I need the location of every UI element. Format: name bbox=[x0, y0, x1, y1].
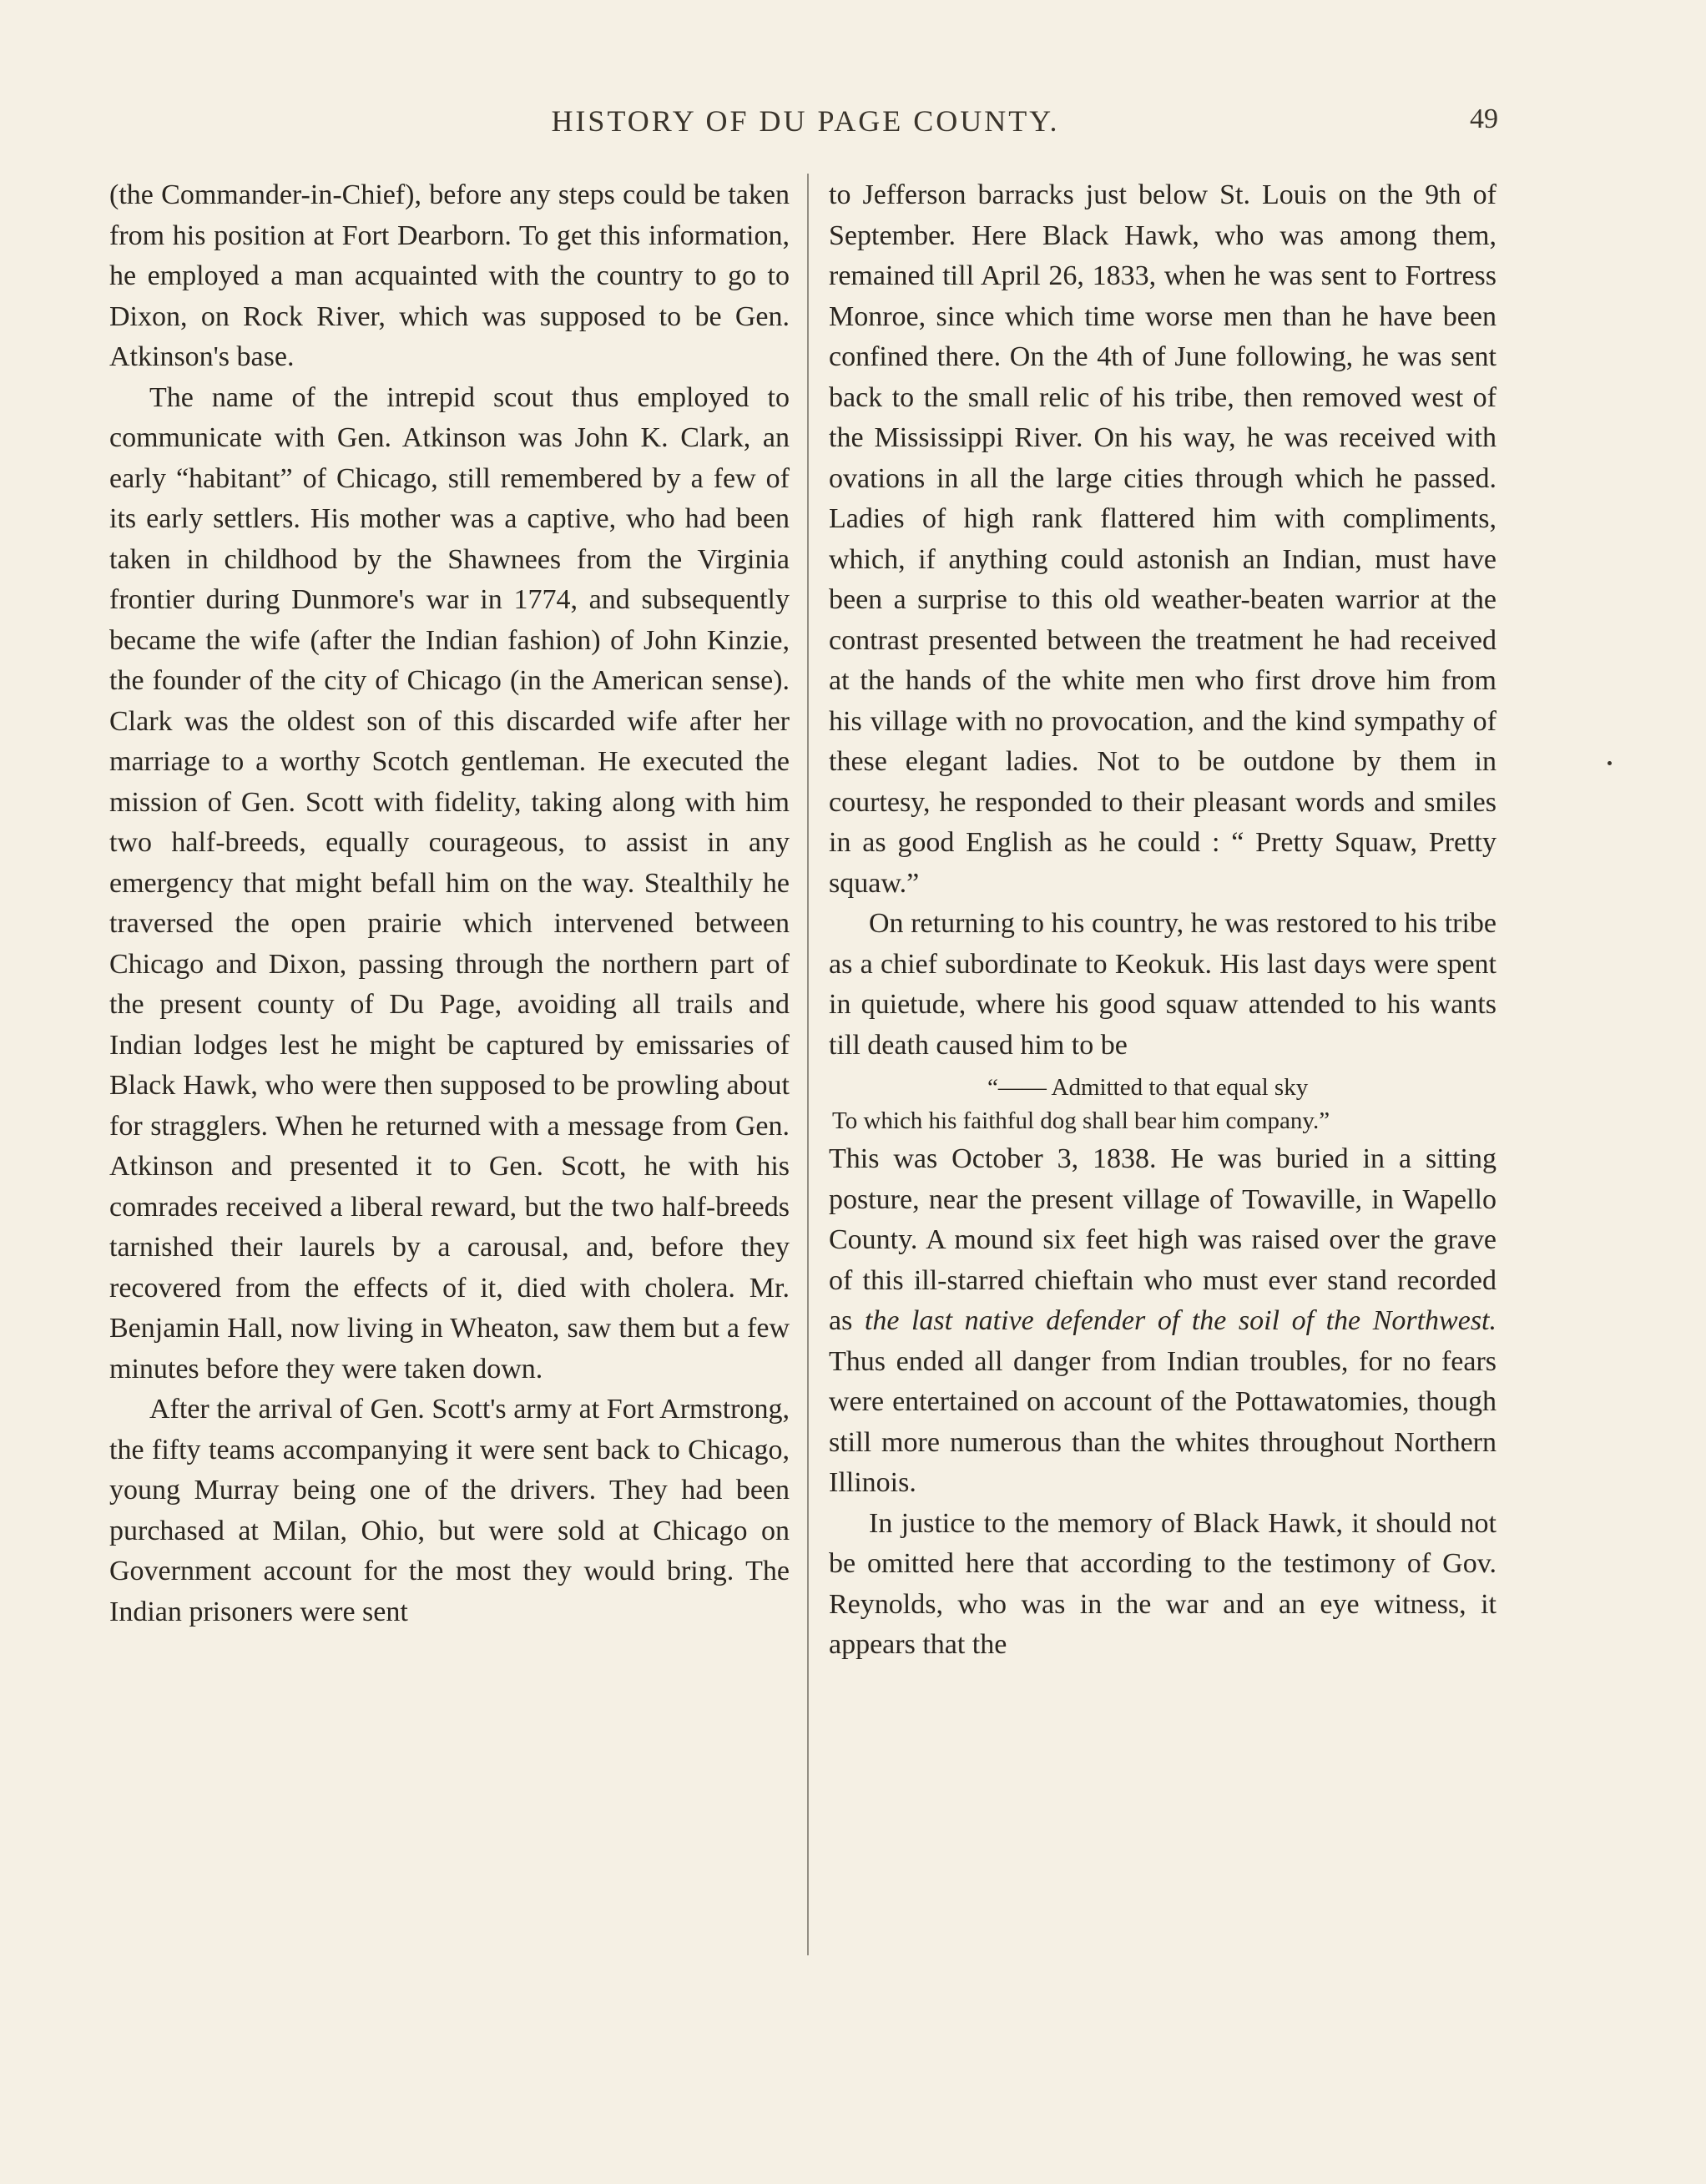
left-paragraph-2: The name of the intrepid scout thus employed to communicate with Gen. Atkinson was John K. Clark, an early “habitant” of Chicago, still remembered by a few of its early settlers. His mother was a captive, who had been taken in childhood by the Shawnees from the Virginia frontier during Dunmore's war in 1774, and subsequently became the wife (after the Indian fashion) of John Kinzie, the founder of the city of Chicago (in the American sense). Clark was the oldest son of this discarded wife after her marriage to a worthy Scotch gentleman. He executed the mission of Gen. Scott with fidelity, taking along with him two half-breeds, equally courageous, to assist in any emergency that might befall him on the way. Stealthily he traversed the open prairie which intervened between Chicago and Dixon, passing through the northern part of the present county of Du Page, avoiding all trails and Indian lodges lest he might be captured by emissaries of Black Hawk, who were then supposed to be prowling about for stragglers. When he returned with a message from Gen. Atkinson and presented it to Gen. Scott, he with his comrades received a liberal reward, but the two half-breeds tarnished their laurels by a carousal, and, before they recovered from the effects of it, died with cholera. Mr. Benjamin Hall, now living in Wheaton, saw them but a few minutes before they were taken down. bbox=[109, 381, 790, 1385]
verse-line-1: “—— Admitted to that equal sky bbox=[987, 1074, 1309, 1101]
verse-quotation bbox=[829, 1071, 1497, 1137]
running-title: HISTORY OF DU PAGE COUNTY. bbox=[551, 104, 1060, 138]
ink-speck bbox=[1608, 761, 1612, 765]
right-paragraph-3-italic: the last native defender of the soil of the Northwest. bbox=[864, 1305, 1497, 1336]
right-paragraph-1: to Jefferson barracks just below St. Louis on the 9th of September. Here Black Hawk, who was among them, remained till April 26, 1833, when he was sent to Fortress Monroe, since which time worse men than he have been confined there. On the 4th of June following, he was sent back to the small relic of his tribe, then removed west of the Mississippi River. On his way, he was received with ovations in all the large cities through which he passed. Ladies of high rank flattered him with compliments, which, if anything could astonish an Indian, must have been a surprise to this old weather-beaten warrior at the contrast presented between the treatment he had received at the hands of the white men who first drove him from his village with no provocation, and the kind sympathy of these elegant ladies. Not to be outdone by them in courtesy, he responded to their pleasant words and smiles in as good English as he could : “ Pretty Squaw, Pretty squaw.” bbox=[829, 179, 1497, 899]
right-column bbox=[829, 175, 1497, 1666]
right-paragraph-3-text-b: Thus ended all danger from Indian troubles, for no fears were entertained on account of the Pottawatomies, though still more numerous than the whites throughout Northern Illinois. bbox=[829, 1345, 1497, 1498]
right-paragraph-4: In justice to the memory of Black Hawk, it should not be omitted here that according to the testimony of Gov. Reynolds, who was in the war and an eye witness, it appears that the bbox=[829, 1507, 1497, 1660]
right-paragraph-3-text-a: This was October 3, 1838. He was buried in a sitting posture, near the present village of Towaville, in Wapello County. A mound six feet high was raised over the grave of this ill-starred chieftain who must ever stand recorded as bbox=[829, 1143, 1497, 1336]
left-column bbox=[109, 175, 790, 1632]
running-head bbox=[113, 103, 1498, 145]
column-divider bbox=[807, 174, 809, 1955]
page-number: 49 bbox=[1470, 103, 1498, 134]
right-paragraph-3 bbox=[829, 1139, 1497, 1504]
left-paragraph-3: After the arrival of Gen. Scott's army at Fort Armstrong, the fifty teams accompanying it were sent back to Chicago, young Murray being one of the drivers. They had been purchased at Milan, Ohio, but were sold at Chicago on Government account for the most they would bring. The Indian prisoners were sent bbox=[109, 1394, 790, 1627]
verse-line-2: To which his faithful dog shall bear him company.” bbox=[832, 1107, 1330, 1134]
right-paragraph-2: On returning to his country, he was restored to his tribe as a chief subordinate to Keokuk. His last days were spent in quietude, where his good squaw attended to his wants till death caused him to be bbox=[829, 908, 1497, 1061]
left-paragraph-1: (the Commander-in-Chief), before any steps could be taken from his position at Fort Dearborn. To get this information, he employed a man acquainted with the country to go to Dixon, on Rock River, which was supposed to be Gen. Atkinson's base. bbox=[109, 179, 790, 372]
